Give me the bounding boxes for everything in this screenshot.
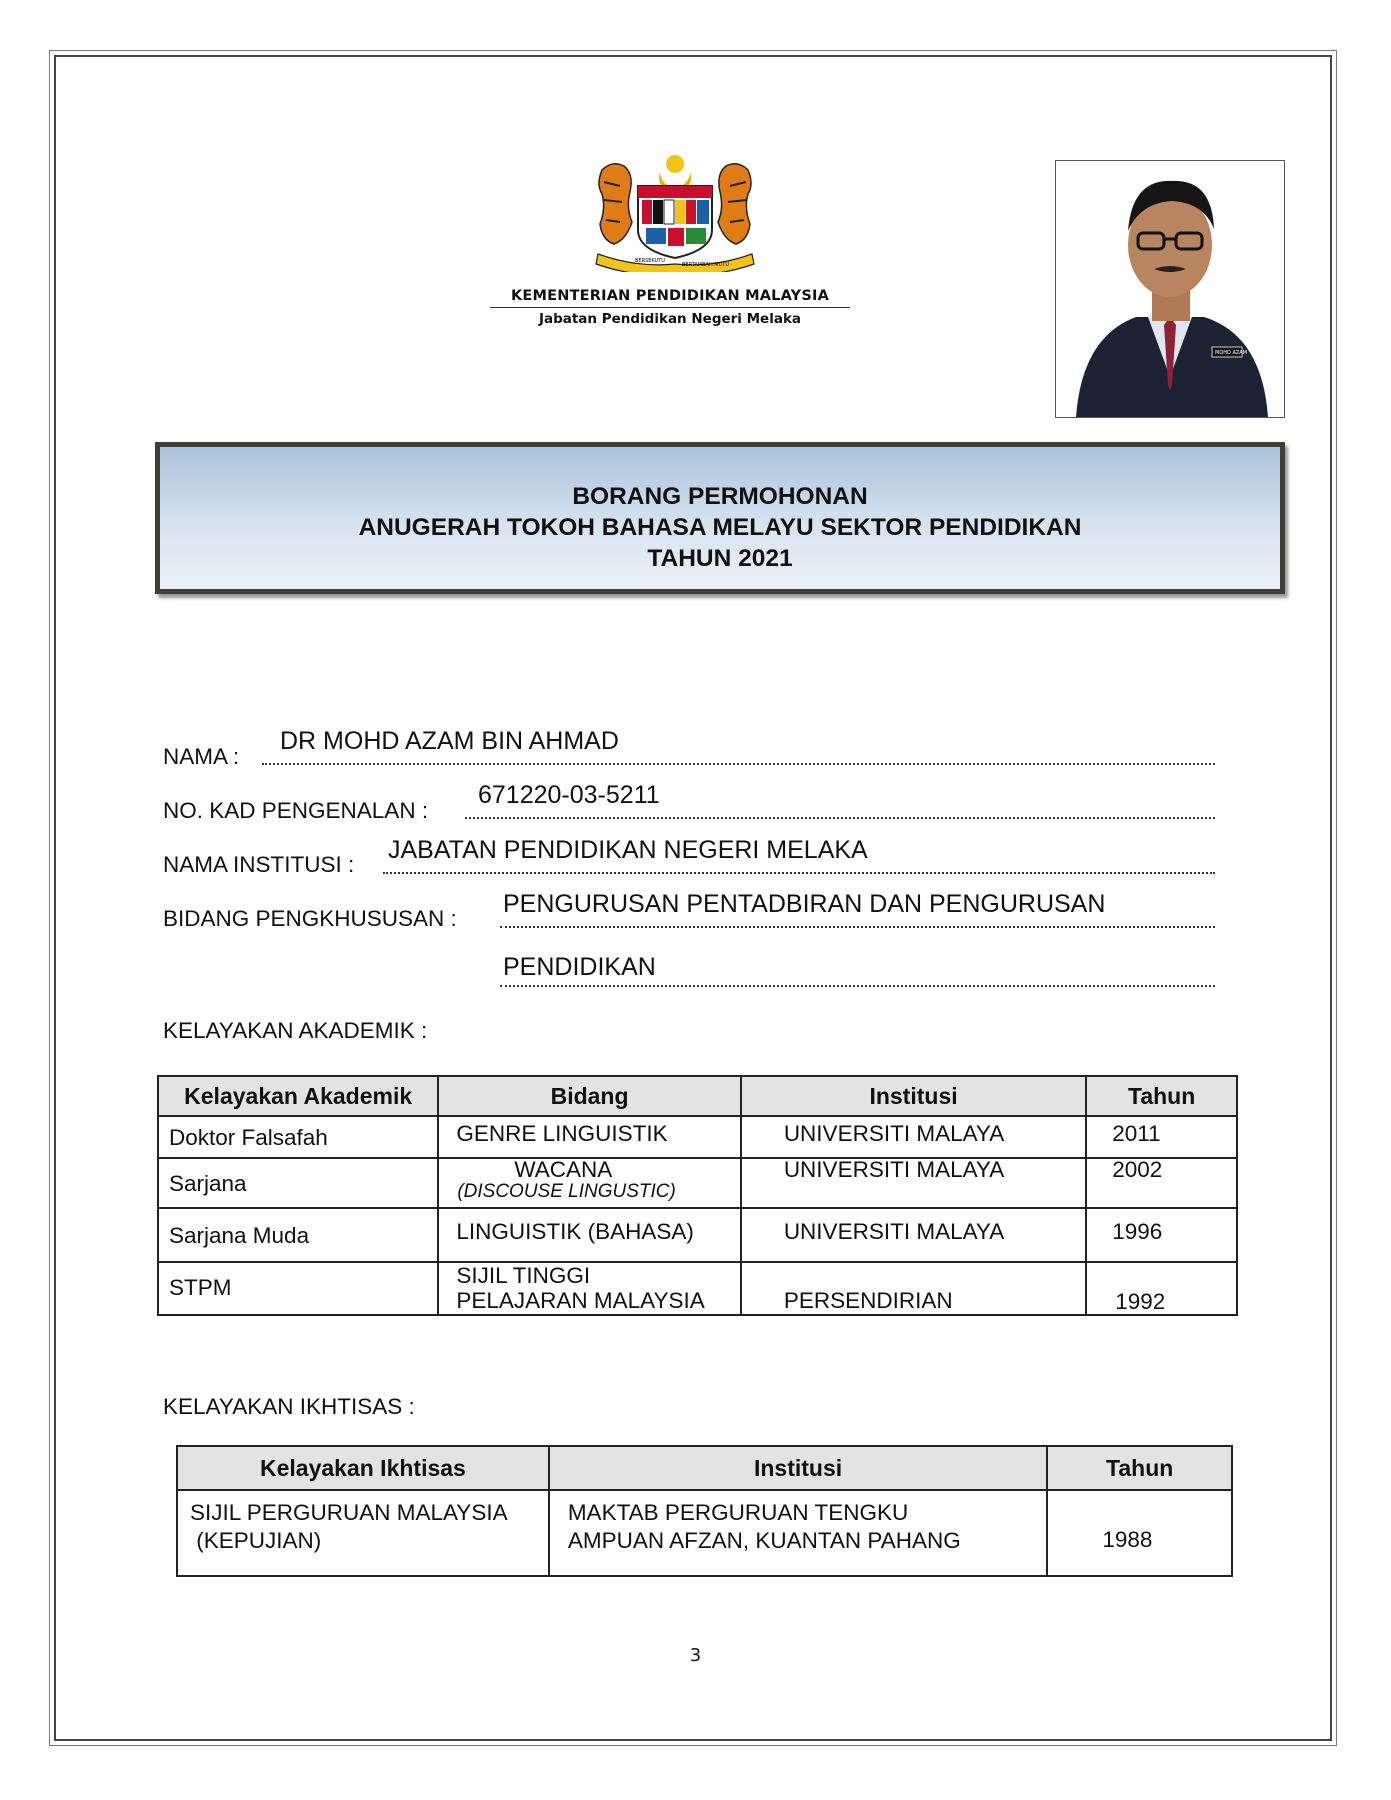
table-row (158, 1158, 1237, 1208)
academic-section-label: KELAYAKAN AKADEMIK : (163, 1018, 428, 1043)
professional-institusi-sub: AMPUAN AFZAN, KUANTAN PAHANG (567, 1528, 961, 1553)
ic-label: NO. KAD PENGENALAN : (163, 798, 429, 823)
title-line-1: BORANG PERMOHONAN (572, 483, 868, 510)
academic-header-tahun: Tahun (1086, 1076, 1237, 1116)
academic-kelayakan: Doktor Falsafah (169, 1125, 328, 1150)
form-title-box (155, 442, 1285, 594)
institusi-value[interactable]: JABATAN PENDIDIKAN NEGERI MELAKA (388, 836, 868, 864)
academic-kelayakan: Sarjana (169, 1171, 247, 1196)
table-row (158, 1208, 1237, 1262)
academic-kelayakan: Sarjana Muda (169, 1223, 310, 1248)
nama-dotted-line (262, 763, 1215, 765)
academic-institusi: UNIVERSITI MALAYA (783, 1121, 1005, 1146)
academic-institusi: PERSENDIRIAN (783, 1288, 953, 1313)
academic-tahun: 2011 (1112, 1121, 1161, 1146)
institusi-label: NAMA INSTITUSI : (163, 852, 355, 877)
name-badge: MOHD AZAM (1215, 350, 1248, 356)
professional-header-kelayakan: Kelayakan Ikhtisas (177, 1446, 549, 1490)
professional-header-tahun: Tahun (1047, 1446, 1232, 1490)
academic-bidang-sub: (DISCOUSE LINGUSTIC) (457, 1181, 676, 1202)
academic-bidang: GENRE LINGUISTIK (456, 1121, 668, 1146)
crest-motto-right: BERTAMBAH MUTU (682, 262, 729, 268)
academic-bidang: WACANA (514, 1157, 613, 1182)
academic-header-kelayakan: Kelayakan Akademik (158, 1076, 438, 1116)
ic-value[interactable]: 671220-03-5211 (478, 781, 660, 809)
academic-kelayakan: STPM (169, 1275, 232, 1300)
nama-label: NAMA : (163, 744, 240, 769)
table-row (177, 1490, 1232, 1576)
professional-table (176, 1445, 1233, 1577)
academic-bidang: SIJIL TINGGI (456, 1263, 591, 1288)
academic-bidang-sub: PELAJARAN MALAYSIA (456, 1288, 705, 1313)
ic-dotted-line (465, 817, 1215, 819)
table-row (158, 1116, 1237, 1158)
malaysia-coat-of-arms-logo (590, 150, 760, 272)
academic-tahun: 1992 (1115, 1289, 1166, 1314)
nama-value[interactable]: DR MOHD AZAM BIN AHMAD (280, 727, 619, 755)
professional-kelayakan: SIJIL PERGURUAN MALAYSIA (190, 1500, 508, 1525)
ministry-header (490, 288, 850, 327)
academic-header-bidang: Bidang (438, 1076, 740, 1116)
bidang-dotted-line-2 (500, 985, 1215, 987)
academic-header-institusi: Institusi (741, 1076, 1086, 1116)
academic-header-row (158, 1076, 1237, 1116)
table-row (158, 1262, 1237, 1315)
academic-tahun: 2002 (1112, 1157, 1163, 1182)
department-name: Jabatan Pendidikan Negeri Melaka (538, 311, 802, 327)
crest-motto-left: BERSEKUTU (635, 258, 665, 264)
applicant-photo (1055, 160, 1285, 418)
bidang-value-2[interactable]: PENDIDIKAN (503, 953, 656, 981)
bidang-dotted-line-1 (500, 926, 1215, 928)
academic-bidang: LINGUISTIK (BAHASA) (456, 1219, 694, 1244)
bidang-value-1[interactable]: PENGURUSAN PENTADBIRAN DAN PENGURUSAN (503, 890, 1106, 918)
academic-institusi: UNIVERSITI MALAYA (783, 1219, 1005, 1244)
title-line-2: ANUGERAH TOKOH BAHASA MELAYU SEKTOR PENDIDIKAN (358, 514, 1082, 541)
professional-section-label: KELAYAKAN IKHTISAS : (163, 1394, 415, 1419)
academic-table (157, 1075, 1238, 1316)
professional-kelayakan-sub: (KEPUJIAN) (190, 1528, 322, 1553)
professional-institusi: MAKTAB PERGURUAN TENGKU (567, 1500, 909, 1525)
professional-header-row (177, 1446, 1232, 1490)
professional-tahun: 1988 (1102, 1527, 1153, 1552)
professional-header-institusi: Institusi (549, 1446, 1048, 1490)
page-number: 3 (689, 1645, 702, 1666)
ministry-name: KEMENTERIAN PENDIDIKAN MALAYSIA (490, 288, 850, 308)
academic-tahun: 1996 (1112, 1219, 1163, 1244)
bidang-label: BIDANG PENGKHUSUSAN : (163, 906, 457, 931)
institusi-dotted-line (383, 872, 1215, 874)
title-line-3: TAHUN 2021 (647, 545, 793, 572)
academic-institusi: UNIVERSITI MALAYA (783, 1157, 1005, 1182)
